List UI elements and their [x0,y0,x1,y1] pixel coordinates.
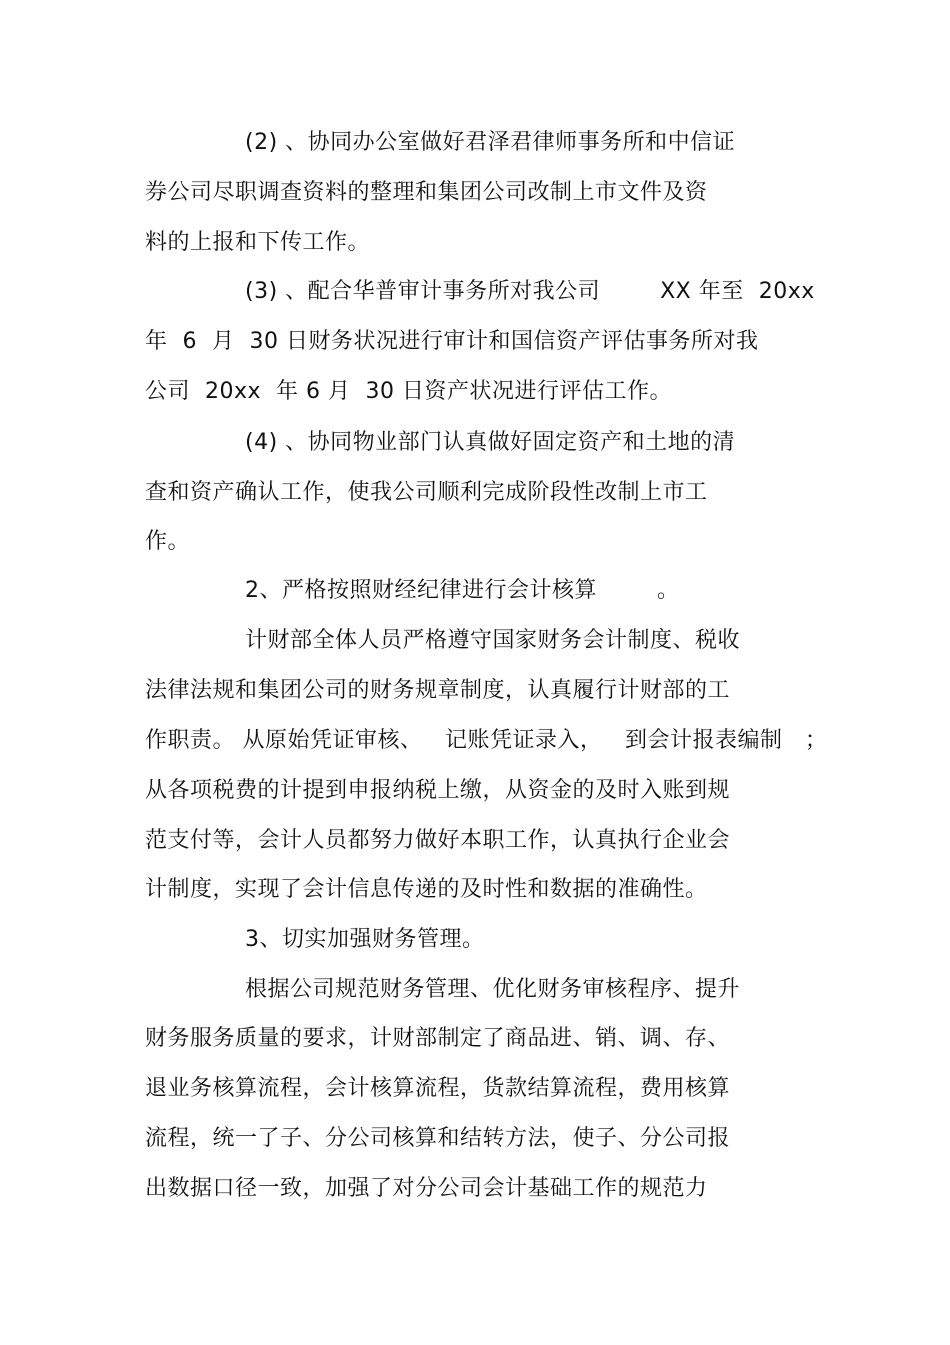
text-line: 作。 [145,529,191,554]
text-line: 出数据口径一致，加强了对分公司会计基础工作的规范力 [145,1176,708,1201]
text-line: 公司 20xx 年 6 月 30 日资产状况进行评估工作。 [145,379,672,404]
text-line: 2、严格按照财经纪律进行会计核算 。 [245,578,680,603]
text-line: (3) 、配合华普审计事务所对我公司 XX 年至 20xx [245,279,815,304]
text-line: 范支付等，会计人员都努力做好本职工作，认真执行企业会 [145,828,731,853]
text-line: 作职责。 从原始凭证审核、 记账凭证录入， 到会计报表编制 ； [145,728,828,753]
text-line: 3、切实加强财务管理。 [245,927,485,952]
text-line: (2) 、协同办公室做好君泽君律师事务所和中信证 [245,130,736,155]
text-line: 料的上报和下传工作。 [145,230,371,255]
text-line: 流程，统一了子、分公司核算和结转方法，使子、分公司报 [145,1126,731,1151]
text-line: 法律法规和集团公司的财务规章制度，认真履行计财部的工 [145,678,731,703]
text-line: 查和资产确认工作，使我公司顺利完成阶段性改制上市工 [145,480,708,505]
text-line: (4) 、协同物业部门认真做好固定资产和土地的清 [245,430,736,455]
text-line: 计制度，实现了会计信息传递的及时性和数据的准确性。 [145,877,708,902]
text-line: 年 6 月 30 日财务状况进行审计和国信资产评估事务所对我 [145,329,759,354]
text-line: 券公司尽职调查资料的整理和集团公司改制上市文件及资 [145,180,708,205]
text-line: 计财部全体人员严格遵守国家财务会计制度、税收 [245,628,741,653]
text-line: 从各项税费的计提到申报纳税上缴，从资金的及时入账到规 [145,778,731,803]
text-line: 退业务核算流程，会计核算流程，货款结算流程，费用核算 [145,1076,731,1101]
text-line: 财务服务质量的要求，计财部制定了商品进、销、调、存、 [145,1026,731,1051]
text-line: 根据公司规范财务管理、优化财务审核程序、提升 [245,977,741,1002]
